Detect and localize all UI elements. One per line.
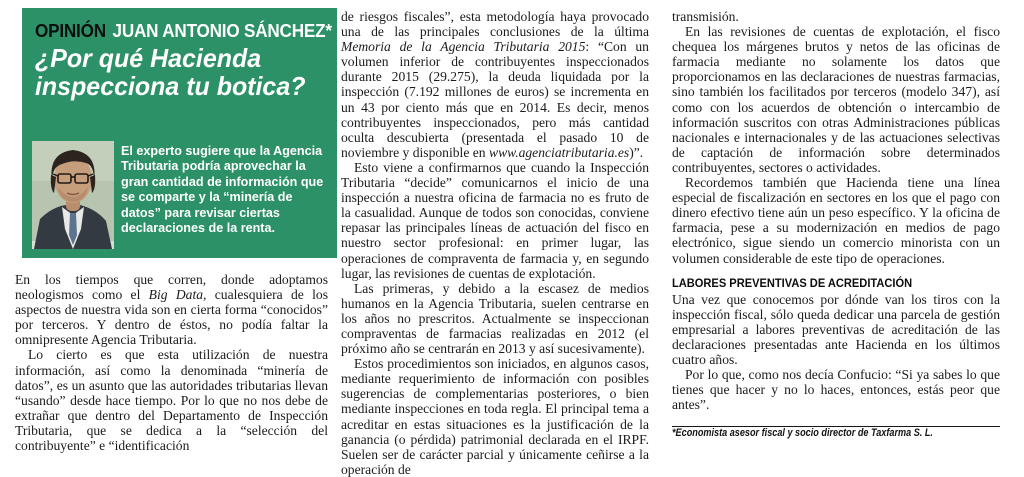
author-photo bbox=[32, 141, 114, 249]
article-title-line1: ¿Por qué Hacienda bbox=[35, 43, 262, 73]
paragraph-text: , cualesquiera de los aspectos de nuestra vida son en cierta forma “conocidos” por terceros. Y dentro de éstos, no podía faltar la omnipresente Agencia Tributaria. bbox=[15, 287, 328, 348]
paragraph-text: de riesgos fiscales”, esta metodología haya provocado una de las principales conclusiones de la última bbox=[341, 9, 649, 40]
article-title bbox=[35, 44, 312, 100]
article-column-1 bbox=[15, 272, 328, 453]
kicker bbox=[35, 21, 332, 41]
article-title-line2: inspecciona tu botica? bbox=[35, 71, 306, 101]
paragraph: Estos procedimientos son iniciados, en algunos casos, mediante requerimiento de información con posibles sugerencias de complementarias posteriores, o bien mediante inspecciones en toda regla. El principal tema a acreditar en estas situaciones es la justificación de la ganancia (o pérdida) patrimonial declarada en el IRPF. Suelen ser de carácter parcial y únicamente ceñirse a la operación de bbox=[341, 356, 649, 477]
paragraph-text: )”. bbox=[629, 144, 644, 160]
paragraph: Esto viene a confirmarnos que cuando la Inspección Tributaria “decide” comunicarnos el inicio de una inspección a nuestra oficina de farmacia no es fruto de la casualidad. Aunque de todos son conocidas, conviene repasar las principales líneas de actuación del fisco en nuestro sector profesional: en primer lugar, las operaciones de compraventa de farmacia y, en segundo lugar, las revisiones de cuentas de explotación. bbox=[341, 159, 649, 281]
opinion-box bbox=[22, 8, 337, 258]
paragraph: Por lo que, como nos decía Confucio: “Si ya sabes lo que tienes que hacer y no lo haces, entonces, estás peor que antes”. bbox=[672, 367, 1000, 413]
standfirst: El experto sugiere que la Agencia Tributaria podría aprovechar la gran cantidad de información que se comparte y la “minería de datos” para revisar ciertas declaraciones de la renta. bbox=[121, 144, 324, 236]
website-url-text: www.agenciatributaria.es bbox=[489, 144, 630, 160]
paragraph-italic-text: Big Data bbox=[148, 287, 204, 303]
kicker-section-label: OPINIÓN bbox=[35, 21, 106, 41]
kicker-author-name: JUAN ANTONIO SÁNCHEZ* bbox=[112, 21, 332, 41]
article-column-3 bbox=[672, 9, 1000, 439]
paragraph: Una vez que conocemos por dónde van los tiros con la inspección fiscal, sólo queda dedicar una parcela de gestión empresarial a labores preventivas de acreditación de las declaraciones presentadas ante Hacienda en los últimos cuatro años. bbox=[672, 291, 1000, 367]
section-subhead: LABORES PREVENTIVAS DE ACREDITACIÓN bbox=[672, 275, 913, 290]
paragraph: transmisión. bbox=[672, 9, 739, 24]
paragraph: Las primeras, y debido a la escasez de medios humanos en la Agencia Tributaria, suelen centrarse en los años no prescritos. Actualmente se inspeccionan compraventas de farmacias realizadas en 2012 (el próximo año se centrarán en 2013 y así sucesivamente). bbox=[341, 280, 649, 357]
paragraph: En las revisiones de cuentas de explotación, el fisco chequea los márgenes brutos y netos de las oficinas de farmacia mediante no solamente los datos que proporcionamos en las declaraciones de nuestras farmacias, sino también los facilitados por terceros (modelo 347), así como con los acuerdos de obtención o intercambio de información suscritos con otras Administraciones públicas nacionales e internacionales y de las actuaciones selectivas de captación de información sobre determinados contribuyentes, sectores o actividades. bbox=[672, 24, 1000, 175]
paragraph bbox=[15, 272, 328, 347]
paragraph-text: En los tiempos que corren, donde adoptamos neologismos como el bbox=[15, 272, 328, 303]
paragraph: Recordemos también que Hacienda tiene una línea especial de fiscalización en sectores en los que el pago con dinero efectivo tiene aún un peso específico. Y la oficina de farmacia, pese a su modernización en medios de pago electrónico, sigue siendo un comercio minorista con un volumen considerable de este tipo de operaciones. bbox=[672, 175, 1000, 266]
paragraph bbox=[341, 9, 649, 160]
article-column-2 bbox=[341, 9, 649, 477]
author-footnote: *Economista asesor fiscal y socio director de Taxfarma S. L. bbox=[672, 427, 933, 440]
paragraph: Lo cierto es que esta utilización de nuestra información, así como la denominada “minería de datos”, es un asunto que las autoridades tributarias llevan “usando” desde hace tiempo. Por lo que no nos debe de extrañar que dentro del Departamento de Inspección Tributaria, que se dedica a la “selección del contribuyente” e “identificación bbox=[15, 347, 328, 454]
paragraph-text: : “Con un volumen inferior de contribuyentes inspeccionados durante 2015 (29.275), la deuda liquidada por la inspección (7.192 millones de euros) se incrementa en un 43 por ciento más que en 2014. Es decir, menos contribuyentes inspeccionados, pero más cantidad oculta descubierta (presentada el pasado 10 de noviembre y disponible en bbox=[341, 39, 649, 160]
publication-title-italic: Memoria de la Agencia Tributaria 2015 bbox=[341, 39, 586, 55]
